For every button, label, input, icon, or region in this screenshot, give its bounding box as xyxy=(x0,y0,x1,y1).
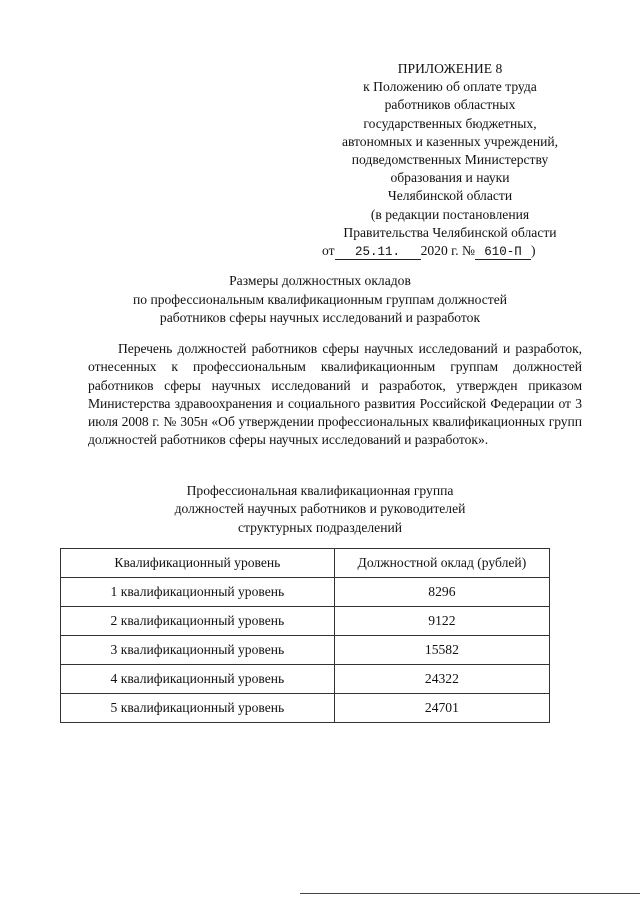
decree-date: 25.11. xyxy=(335,245,421,260)
table-row xyxy=(61,665,550,694)
level-cell: 3 квалификационный уровень xyxy=(61,636,335,665)
title-line: по профессиональным квалификационным группам должностей xyxy=(132,291,508,307)
decree-date-line xyxy=(318,242,582,260)
table-row xyxy=(61,607,550,636)
appendix-line: Правительства Челябинской области xyxy=(343,224,557,240)
salary-cell: 8296 xyxy=(334,578,549,607)
group-heading-line: Профессиональная квалификационная группа xyxy=(186,483,454,498)
appendix-line: образования и науки xyxy=(390,170,510,186)
appendix-title: ПРИЛОЖЕНИЕ 8 xyxy=(397,61,503,76)
level-cell: 2 квалификационный уровень xyxy=(61,607,335,636)
appendix-line: Челябинской области xyxy=(387,188,513,204)
appendix-line: автономных и казенных учреждений, xyxy=(341,133,559,149)
level-cell: 1 квалификационный уровень xyxy=(61,578,335,607)
salary-cell: 15582 xyxy=(334,636,549,665)
column-header-level: Квалификационный уровень xyxy=(61,549,335,578)
document-title xyxy=(60,272,580,328)
body-paragraph: Перечень должностей работников сферы научных исследований и разработок, отнесенных к профессиональным квалификационным группам должностей работников сферы научных исследований и разработок, утвержден приказом Министерства здравоохранения и социального развития Российской Федерации от 3 июля 2008 г. № 305н «Об утверждении профессиональных квалификационных групп должностей работников сферы научных исследований и разработок». xyxy=(88,341,582,448)
title-line: работников сферы научных исследований и разработок xyxy=(159,310,481,325)
appendix-line: государственных бюджетных, xyxy=(363,115,537,131)
group-heading xyxy=(80,482,560,537)
appendix-line: подведомственных Министерству xyxy=(351,152,549,168)
table-header-row xyxy=(61,549,550,578)
title-line: Размеры должностных окладов xyxy=(229,273,411,288)
group-heading-line: должностей научных работников и руководителей xyxy=(174,501,466,517)
appendix-line: (в редакции постановления xyxy=(370,206,530,222)
level-cell: 4 квалификационный уровень xyxy=(61,665,335,694)
table-row xyxy=(61,694,550,723)
appendix-line: к Положению об оплате труда xyxy=(363,79,537,95)
appendix-line: работников областных xyxy=(384,97,516,113)
table-row xyxy=(61,578,550,607)
table-row xyxy=(61,636,550,665)
salary-cell: 24701 xyxy=(334,694,549,723)
level-cell: 5 квалификационный уровень xyxy=(61,694,335,723)
appendix-header xyxy=(318,60,582,260)
group-heading-line: структурных подразделений xyxy=(237,519,403,535)
salary-table xyxy=(60,548,550,723)
date-prefix: от xyxy=(322,243,335,259)
page-bottom-rule xyxy=(300,893,640,894)
salary-cell: 9122 xyxy=(334,607,549,636)
column-header-salary: Должностной оклад (рублей) xyxy=(334,549,549,578)
salary-cell: 24322 xyxy=(334,665,549,694)
decree-year: 2020 г. № xyxy=(420,243,475,259)
decree-number: 610-П xyxy=(475,245,531,260)
closing-paren: ) xyxy=(530,243,536,259)
